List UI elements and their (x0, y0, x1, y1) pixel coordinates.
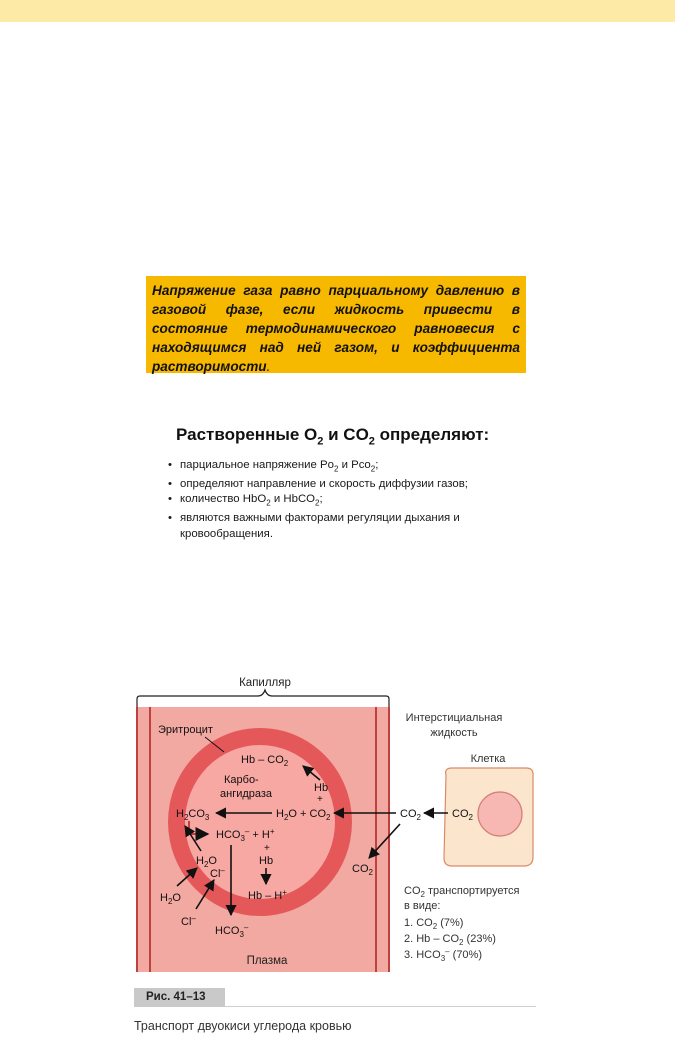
transport-item-3: 3. $HCO_3^-$ (70%) (404, 947, 482, 963)
caption-rule (225, 1006, 536, 1007)
sub: 2 (333, 464, 339, 474)
cell-label: Клетка (470, 753, 506, 765)
hb-co2-label: Hb – $CO_2$ (241, 754, 289, 768)
cell-co2: $CO_2$ (452, 808, 473, 822)
cl-inner-label: Cl– (210, 866, 225, 880)
cl-outer-label: Cl– (181, 914, 196, 928)
hco3-h-label: $HCO_3^- + H^+$ (216, 827, 275, 843)
transport-item-2: 2. Hb – $CO_2$ (23%) (404, 933, 496, 947)
carbo-label-2: ангидраза (220, 788, 273, 800)
list-item-text: парциальное напряжение Po (180, 459, 334, 471)
hco3-out-label: $HCO_3^-$ (215, 923, 249, 939)
heading-part-3: определяют: (374, 425, 490, 444)
hb-label-mid: Hb (259, 855, 274, 867)
heading-part-1: Растворенные O (176, 425, 318, 444)
figure-number: Рис. 41–13 (134, 988, 225, 1007)
plasma-co2: $CO_2$ (352, 863, 373, 877)
list-item-text: и Pco (338, 459, 371, 471)
figure-caption: Транспорт двуокиси углерода кровью (134, 1019, 352, 1033)
interstitial-label-2: жидкость (430, 727, 478, 739)
h2o-inner-label: $H_2O$ (196, 855, 217, 869)
carbo-label-1: Карбо- (224, 774, 259, 786)
erythrocyte-center (185, 745, 335, 899)
list-item-text: количество HbO (180, 493, 267, 506)
capillary-brace (137, 690, 389, 707)
h2co3-label: $H_2CO_3$ (176, 808, 210, 822)
heading-sub-1: 2 (317, 435, 324, 448)
transport-item-1: 1. $CO_2$ (7%) (404, 917, 464, 931)
list-item-text: ; (375, 459, 379, 471)
h2o-co2-label: $H_2O + CO_2$ (276, 808, 331, 822)
definition-text: Напряжение газа равно парциальному давлению в газовой фазе, если жидкость привести в состояние термодинамического равновесия с находящимся над ней газом, и коэффициента растворимости (152, 283, 520, 374)
list-item-text: являются важными факторами регуляции дыхания и кровообращения. (180, 512, 460, 540)
definition-period: . (266, 359, 271, 374)
plasma-label: Плазма (246, 955, 288, 967)
sub: 2 (315, 498, 320, 508)
h2o-outer-label: $H_2O$ (160, 892, 181, 906)
sub: 2 (266, 498, 271, 508)
list-item-text: определяют направление и скорость диффузии газов; (180, 477, 468, 490)
heading-sub-2: 2 (368, 435, 375, 448)
transport-title-1: $CO_2$ транспортируется (404, 885, 520, 899)
list-item-text: и HbCO (270, 493, 316, 506)
figure-caption-bar (134, 988, 536, 1007)
cell-nucleus (478, 792, 522, 836)
heading-part-2: и CO (323, 425, 369, 444)
transport-title-2: в виде: (404, 900, 441, 912)
interstitial-co2: $CO_2$ (400, 808, 421, 822)
hb-h-label: Hb – H+ (248, 888, 287, 902)
plus-top: + (317, 794, 323, 805)
erythrocyte-label: Эритроцит (158, 724, 213, 736)
interstitial-label-1: Интерстициальная (405, 712, 503, 724)
list-item-text: ; (319, 493, 323, 506)
hb-label-top: Hb (314, 782, 329, 794)
capillary-label: Капилляр (239, 677, 291, 689)
plus-mid: + (264, 843, 270, 854)
sub: 2 (370, 464, 376, 474)
